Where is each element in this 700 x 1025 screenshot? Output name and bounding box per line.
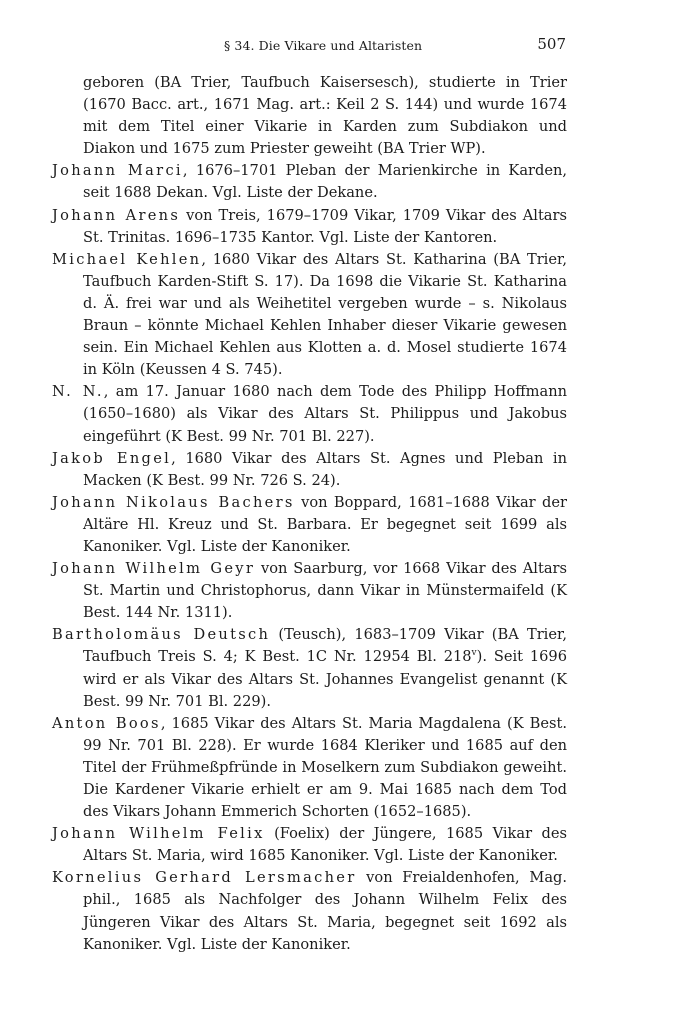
- entry: [52, 381, 567, 447]
- entry-text: von Saarburg, vor 1668 Vikar des Altars St. Martin und Christophorus, dann Vikar in Münstermaifeld (K Best. 144 Nr. 1311).: [83, 560, 567, 622]
- entry-name: Johann Marci: [52, 162, 183, 180]
- entry-text: , 1676–1701 Pleban der Marienkirche in Karden, seit 1688 Dekan. Vgl. Liste der Dekane.: [83, 162, 568, 202]
- entry-continuation: [52, 72, 567, 160]
- entry: [52, 249, 567, 382]
- main-text: [52, 72, 567, 956]
- superscript: v: [471, 648, 477, 659]
- entry-name: Bartholomäus Deutsch: [52, 626, 271, 644]
- entry-text: , 1680 Vikar des Altars St. Katharina (BA Trier, Taufbuch Karden-Stift S. 17). Da 1698 die Vikarie St. Katharina d. Ä. frei war und als Weihetitel vergeben wurde – s. Nikolaus Braun – könnte Michael Kehlen Inhaber dieser Vikarie gewesen sein. Ein Michael Kehlen aus Klotten a. d. Mosel studierte 1674 in Köln (Keussen 4 S. 745).: [83, 250, 567, 379]
- entry-text: von Treis, 1679–1709 Vikar, 1709 Vikar des Altars St. Trinitas. 1696–1735 Kantor. Vgl. Liste der Kantoren.: [83, 206, 567, 246]
- entry-name: Johann Wilhelm Felix: [52, 825, 265, 843]
- entry: [52, 492, 567, 558]
- entry: [52, 823, 567, 867]
- entry-name: N. N.: [52, 383, 104, 401]
- entry-text: (Foelix) der Jüngere, 1685 Vikar des Altars St. Maria, wird 1685 Kanoniker. Vgl. Liste der Kanoniker.: [83, 825, 567, 865]
- entry-name: Anton Boos: [52, 714, 161, 732]
- entry-name: Michael Kehlen: [52, 250, 202, 268]
- entry-text: von Freialdenhofen, Mag. phil., 1685 als Nachfolger des Johann Wilhelm Felix des Jüngeren Vikar des Altars St. Maria, begegnet seit 1692 als Kanoniker. Vgl. Liste der Kanoniker.: [83, 869, 567, 953]
- entry: [52, 205, 567, 249]
- running-head: § 34. Die Vikare und Altaristen: [224, 38, 423, 53]
- entry-text: von Boppard, 1681–1688 Vikar der Altäre Hl. Kreuz und St. Barbara. Er begegnet seit 1699 als Kanoniker. Vgl. Liste der Kanoniker.: [83, 493, 567, 555]
- entry-text: , am 17. Januar 1680 nach dem Tode des Philipp Hoffmann (1650–1680) als Vikar des Altars St. Philippus und Jakobus eingeführt (K Best. 99 Nr. 701 Bl. 227).: [83, 383, 568, 445]
- entry: [52, 713, 567, 823]
- entry: [52, 448, 567, 492]
- entry-name: Johann Wilhelm Geyr: [52, 560, 256, 578]
- page-number: 507: [537, 35, 566, 53]
- entry-text: (Teusch), 1683–1709 Vikar (BA Trier, Taufbuch Treis S. 4; K Best. 1C Nr. 12954 Bl. 218: [83, 626, 567, 666]
- entry-name: Jakob Engel: [52, 449, 172, 467]
- entry: [52, 160, 567, 204]
- entry-text: geboren (BA Trier, Taufbuch Kaisersesch), studierte in Trier (1670 Bacc. art., 1671 Mag. art.: Keil 2 S. 144) und wurde 1674 mit dem Titel einer Vikarie in Karden zum Subdiakon und Diakon und 1675 zum Priester geweiht (BA Trier WP).: [83, 74, 567, 158]
- entry-text-continued: ). Seit 1696 wird er als Vikar des Altars St. Johannes Evangelist genannt (K Best. 99 Nr. 701 Bl. 229).: [83, 648, 567, 710]
- entry-name: Johann Arens: [52, 206, 181, 224]
- entry: [52, 867, 567, 955]
- entry-text: , 1680 Vikar des Altars St. Agnes und Pleban in Macken (K Best. 99 Nr. 726 S. 24).: [83, 449, 567, 489]
- entry-name: Johann Nikolaus Bachers: [52, 493, 295, 511]
- entry: [52, 558, 567, 624]
- entry: [52, 624, 567, 712]
- entry-name: Kornelius Gerhard Lersmacher: [52, 869, 357, 887]
- entry-text: , 1685 Vikar des Altars St. Maria Magdalena (K Best. 99 Nr. 701 Bl. 228). Er wurde 1684 Kleriker und 1685 auf den Titel der Frühmeßpfründe in Moselkern zum Subdiakon geweiht. Die Kardener Vikarie erhielt er am 9. Mai 1685 nach dem Tod des Vikars Johann Emmerich Schorten (1652–1685).: [83, 714, 568, 821]
